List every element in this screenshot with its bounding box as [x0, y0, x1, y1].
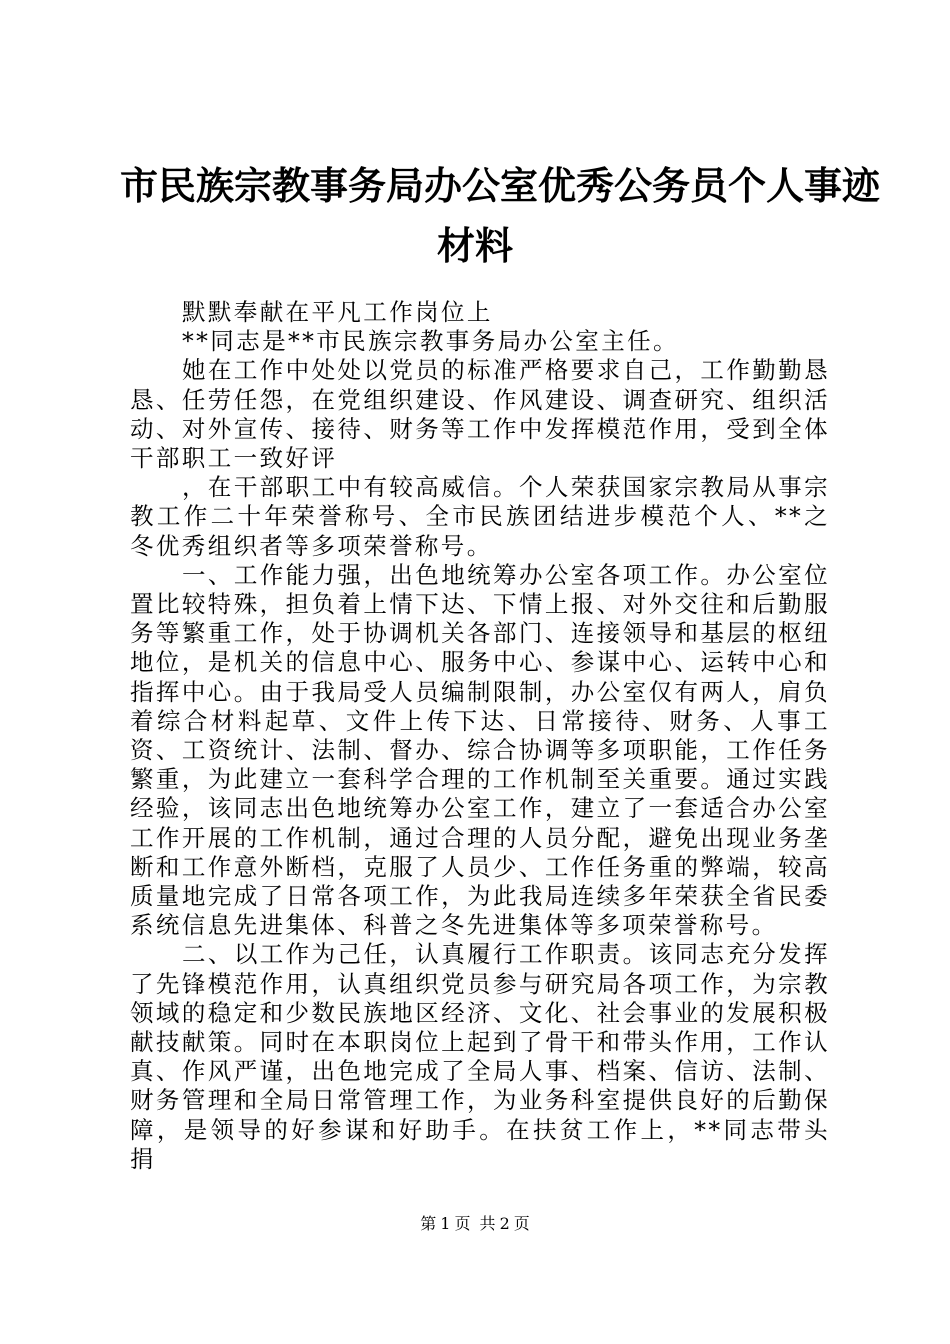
page-footer: [0, 1214, 950, 1234]
page-label: 第: [420, 1214, 437, 1233]
document-title-line1: 市民族宗教事务局办公室优秀公务员个人事迹: [120, 163, 881, 208]
paragraph-section-one: 一、工作能力强，出色地统筹办公室各项工作。办公室位置比较特殊，担负着上情下达、下情上报、对外交往和后勤服务等繁重工作，处于协调机关各部门、连接领导和基层的枢纽地位，是机关的信息中心、服务中心、参谋中心、运转中心和指挥中心。由于我局受人员编制限制，办公室仅有两人，肩负着综合材料起草、文件上传下达、日常接待、财务、人事工资、工资统计、法制、督办、综合协调等多项职能，工作任务繁重，为此建立一套科学合理的工作机制至关重要。通过实践经验，该同志出色地统筹办公室工作，建立了一套适合办公室工作开展的工作机制，通过合理的人员分配，避免出现业务垄断和工作意外断档，克服了人员少、工作任务重的弊端，较高质量地完成了日常各项工作，为此我局连续多年荣获全省民委系统信息先进集体、科普之冬先进集体等多项荣誉称号。: [130, 560, 830, 940]
paragraph-subtitle: 默默奉献在平凡工作岗位上: [182, 298, 493, 326]
document-title: [120, 156, 881, 276]
total-label: 共: [479, 1214, 496, 1233]
document-body: [130, 298, 830, 1174]
page-unit: 页: [454, 1214, 471, 1233]
total-unit: 页: [513, 1214, 530, 1233]
document-title-line2: 材料: [436, 223, 513, 268]
paragraph-intro: **同志是**市民族宗教事务局办公室主任。: [182, 327, 679, 356]
total-pages: 2: [499, 1214, 510, 1233]
paragraph-honors: ，在干部职工中有较高威信。个人荣获国家宗教局从事宗教工作二十年荣誉称号、全市民族团结进步模范个人、**之冬优秀组织者等多项荣誉称号。: [130, 473, 830, 560]
page-number: 1: [440, 1214, 451, 1233]
paragraph-overview: 她在工作中处处以党员的标准严格要求自己，工作勤勤恳恳、任劳任怨，在党组织建设、作风建设、调查研究、组织活动、对外宣传、接待、财务等工作中发挥模范作用，受到全体干部职工一致好评: [130, 356, 830, 473]
paragraph-section-two: 二、以工作为己任，认真履行工作职责。该同志充分发挥了先锋模范作用，认真组织党员参与研究局各项工作，为宗教领域的稳定和少数民族地区经济、文化、社会事业的发展积极献技献策。同时在本职岗位上起到了骨干和带头作用，工作认真、作风严谨，出色地完成了全局人事、档案、信访、法制、财务管理和全局日常管理工作，为业务科室提供良好的后勤保障，是领导的好参谋和好助手。在扶贫工作上，**同志带头捐: [130, 940, 830, 1173]
